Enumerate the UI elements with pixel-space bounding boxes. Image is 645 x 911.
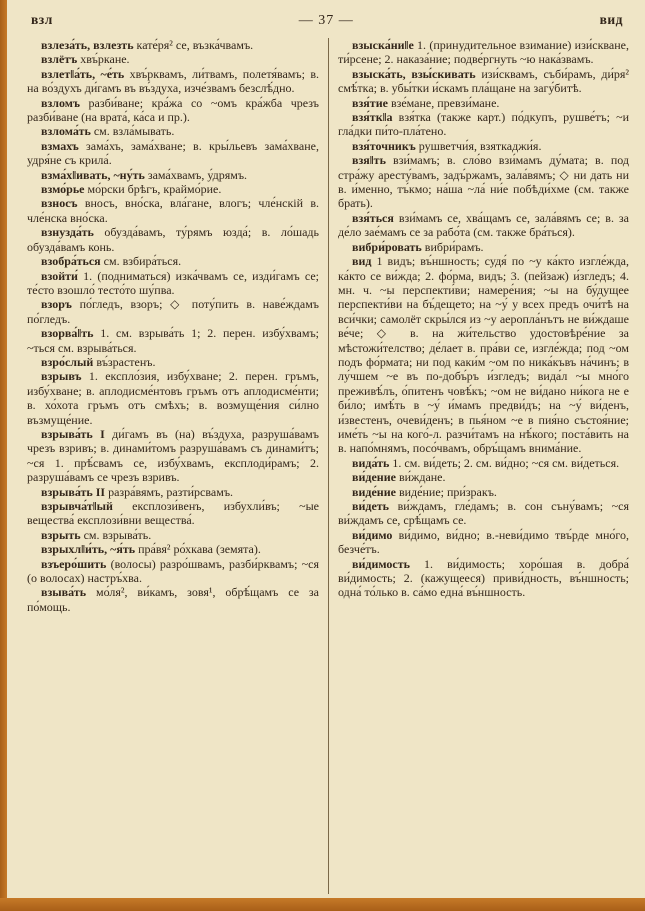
headword: вид (352, 254, 372, 269)
dictionary-entry: взрыва́ть I ди́гамъ въ (на) въ́здуха, разруша́вамъ чрезъ взривъ; в. динами́томъ разруша́вамъ съ динами́тъ; ~ся 1. прѣ́свамъ се, избу́хвамъ, експлоди́рамъ; 2. разруша́вамъ се чрезъ взривъ. (27, 426, 319, 485)
headword: ви́димо (352, 527, 393, 542)
headword: ви́димость (352, 556, 410, 571)
dictionary-entry: взъеро́шить (волосы) разро́швамъ, разби́рквамъ; ~ся (о волосах) настръ́хва. (27, 556, 319, 586)
running-head-right: вид (599, 12, 623, 27)
dictionary-entry: взыска́ть, взы́скивать изи́сквамъ, съби́рамъ, ди́ря² смѣ́тка; в. убы́тки и́скамъ пла́щане на загу́битѣ. (338, 66, 629, 96)
left-column (27, 38, 328, 894)
dictionary-entry: взойти́ 1. (подниматься) изка́чвамъ се, изди́гамъ се; те́сто взошло́ тесто́то шу́пва. (27, 268, 319, 297)
headword: взойти́ (41, 268, 78, 283)
dictionary-entry: вибри́ровать вибри́рамъ. (352, 239, 484, 254)
dictionary-entry: взлётъ хвъ́ркане. (41, 52, 130, 67)
headword: взя‖ть (352, 153, 386, 168)
headword: взма́х‖ивать, ~ну́ть (41, 167, 145, 182)
dictionary-entry: вида́ть 1. см. ви́деть; 2. см. ви́дно; ~ся см. ви́деться. (352, 455, 620, 470)
text-block (7, 36, 645, 898)
dictionary-entry: взя́тк‖а взя́тка (также карт.) по́дкупъ, рушве́тъ; ~и гла́дки пи́то-пла́тено. (338, 110, 629, 139)
dictionary-entry: взрыть см. взрыва́ть. (41, 527, 152, 542)
dictionary-entry: взнузда́ть обузда́вамъ, ту́рямъ юзда́; в. ло́шадь обузда́вамъ конь. (27, 225, 319, 254)
headword: взломъ (41, 95, 80, 110)
headword: взмахъ (41, 138, 79, 153)
dictionary-entry: взрывъ 1. експло́зия, избу́хване; 2. перен. гръмъ, избу́хване; в. аплодисме́нтовъ гръмъ отъ аплодисме́нти; в. хо́хота гръмъ отъ смѣхъ; в. возмуще́ния си́лно възмуще́ние. (27, 369, 319, 427)
dictionary-entry: взя́тие взе́мане, превзи́мане. (352, 95, 500, 110)
headword: взя́ться (352, 210, 394, 225)
headword: взнузда́ть (41, 225, 94, 240)
dictionary-entry: взобра́ться см. взбира́ться. (41, 254, 182, 269)
headword: взыва́ть (41, 585, 87, 600)
headword: взносъ (41, 196, 78, 211)
dictionary-entry: взрыва́ть II разра́вямъ, разти́рсвамъ. (41, 484, 234, 499)
running-head-left: взл (31, 12, 53, 27)
headword: взыска́ть, взы́скивать (352, 66, 476, 81)
dictionary-entry: взя‖ть взи́мамъ; в. сло́во взи́мамъ ду́мата; в. под стра́жу аресту́вамъ, задъ́ржамъ, зала́вямъ; ◇ ни дать ни в. и́менно, тъ́кмо; на́ша ~ла́ ни́е побѣди́хме (см. также брать). (338, 153, 629, 211)
dictionary-entry: ви́дение ви́ждане. (352, 470, 446, 485)
dictionary-entry: взлет‖а́ть, ~е́ть хвъ́рквамъ, ли́твамъ, полетя́вамъ; в. на во́здухъ ди́гамъ въ въ́здуха, изче́звамъ безслѣ́дно. (27, 66, 319, 96)
headword: взлётъ (41, 52, 78, 67)
headword: взъеро́шить (41, 556, 107, 571)
dictionary-entry: взро́слый въ́зрастенъ. (41, 354, 156, 369)
headword: виде́ние (352, 484, 396, 499)
scan-edge-bottom (0, 898, 645, 911)
dictionary-entry: взломъ разби́ване; кра́жа со ~омъ кра́жба чрезъ разби́ване (на врата́, ка́са и пр.). (27, 95, 319, 125)
headword: взрыхл‖и́ть, ~я́ть (41, 542, 136, 557)
dictionary-entry: взя́точникъ рушветчи́я, взяткаджи́я. (352, 138, 542, 153)
headword: взмо́рье (41, 182, 85, 197)
headword: взро́слый (41, 354, 94, 369)
page-number: — 37 — (298, 13, 354, 28)
dictionary-entry: виде́ние виде́ние; при́зракъ. (352, 484, 497, 499)
headword: взя́точникъ (352, 138, 416, 153)
page-header (7, 12, 645, 32)
headword: взлеза́ть, взлезть (41, 38, 134, 52)
headword: взя́тие (352, 95, 388, 110)
headword: ви́дение (352, 470, 396, 485)
dictionary-entry: взрыхл‖и́ть, ~я́ть пра́вя² ро́хкава (земята). (41, 542, 261, 557)
dictionary-entry: взорва́‖ть 1. см. взрыва́ть 1; 2. перен. избу́хвамъ; ~ться см. взрыва́ться. (27, 326, 319, 355)
dictionary-entry: ви́димость 1. ви́димость; хоро́шая в. добра́ ви́димость; 2. (кажущееся) приви́дность, въ́ншность; одна́ то́лько в. са́мо една́ въ́ншность. (338, 556, 629, 600)
headword: вида́ть (352, 455, 390, 470)
dictionary-entry: взносъ вносъ, вно́ска, вла́гане, влогъ; чле́нскій в. чле́нска вно́ска. (27, 196, 319, 225)
dictionary-entry: вид 1 видъ; въ́ншность; судя́ по ~у ка́кто изгле́жда, ка́кто се ви́жда; 2. фо́рма, видъ; 3. (пейзаж) и́згледъ; 4. мн. ч. ~ы перспекти́ви; намере́ния; ~ы на бу́дущее перспекти́ви на бъ́дещето; на ~у́ у всех предъ очи́тѣ на вси́чки; самолёт скры́лся из ~у аеропла́нътъ не ви́ждаше ве́че; ◇ в. на жи́тельство удостовѣре́ние за мѣстожи́телство; де́лает в. пра́ви се, изгле́жда; под ~ом подъ фо́рмата; ни под каки́м ~ом по ника́къвъ на́чинъ; в лу́чшем ~е въ по-добъ́ръ и́згледъ; вида́л ~ы мно́го преживѣ́лъ, о́питенъ човѣ́къ; ~ом не ви́дано ни́кога не е би́ло; имѣ́ть в ~у́ и́мамъ предви́дъ; на ~у́ ви́денъ, и́звестенъ, очеви́денъ; в пья́ном ~е в пия́но състоя́ние; име́ть ~ы на кого́-л. разчи́тамъ на нѣ́кого; поста́вить на в. напо́мнямъ, посо́чвамъ, обръ́щамъ внима́ние. (338, 254, 629, 456)
headword: взлома́ть (41, 124, 91, 139)
headword: вибри́ровать (352, 239, 422, 254)
headword: взрыва́ть II (41, 484, 106, 499)
dictionary-entry: взоръ по́гледъ, взоръ; ◇ поту́пить в. наве́ждамъ по́гледъ. (27, 297, 319, 326)
right-column (328, 38, 629, 894)
dictionary-entry: взлеза́ть, взлезть кате́ря² се, възка́чвамъ. (41, 38, 254, 52)
headword: взобра́ться (41, 254, 101, 269)
headword: взрывъ (41, 369, 82, 384)
headword: взыска́ни‖е (352, 38, 414, 52)
dictionary-entry: взыска́ни‖е 1. (принудительное взимание) изи́скване, ти́рсене; 2. наказа́ние; подве́ргнуть ~ю нака́звамъ. (338, 38, 629, 67)
dictionary-entry: взмо́рье мо́рски брѣгъ, краймо́рие. (41, 182, 222, 197)
dictionary-entry: взма́х‖ивать, ~ну́ть зама́хвамъ, у́дрямъ. (41, 167, 248, 182)
headword: взорва́‖ть (41, 326, 94, 341)
headword: взоръ (41, 297, 72, 312)
scan-edge-left (0, 0, 7, 911)
headword: взрывча́т‖ый (41, 499, 113, 513)
headword: ви́деть (352, 499, 390, 513)
headword: взрыва́ть I (41, 426, 105, 441)
dictionary-entry: взрывча́т‖ый експлози́венъ, избухли́въ; ~ые вещества́ експлози́вни вещества́. (27, 499, 319, 528)
dictionary-entry: ви́димо ви́димо, ви́дно; в.-неви́димо твъ́рде мно́го, безче́тъ. (338, 527, 629, 557)
headword: взрыть (41, 527, 81, 542)
dictionary-entry: взыва́ть мо́ля², ви́камъ, зовя¹, обрѣ́щамъ се за по́мощь. (27, 585, 319, 614)
dictionary-entry: взя́ться взи́мамъ се, хва́щамъ се, зала́вямъ се; в. за де́ло зае́мамъ се за рабо́та (см. также бра́ться). (338, 210, 629, 240)
dictionary-entry: ви́деть ви́ждамъ, гле́дамъ; в. сон съну́вамъ; ~ся ви́ждамъ се, срѣ́щамъ се. (338, 499, 629, 528)
dictionary-entry: взмахъ зама́хъ, зама́хване; в. кры́льевъ зама́хване, удря́не съ крила́. (27, 138, 319, 168)
dictionary-entry: взлома́ть см. взла́мывать. (41, 124, 175, 139)
headword: взлет‖а́ть, ~е́ть (41, 66, 125, 81)
headword: взя́тк‖а (352, 110, 393, 125)
